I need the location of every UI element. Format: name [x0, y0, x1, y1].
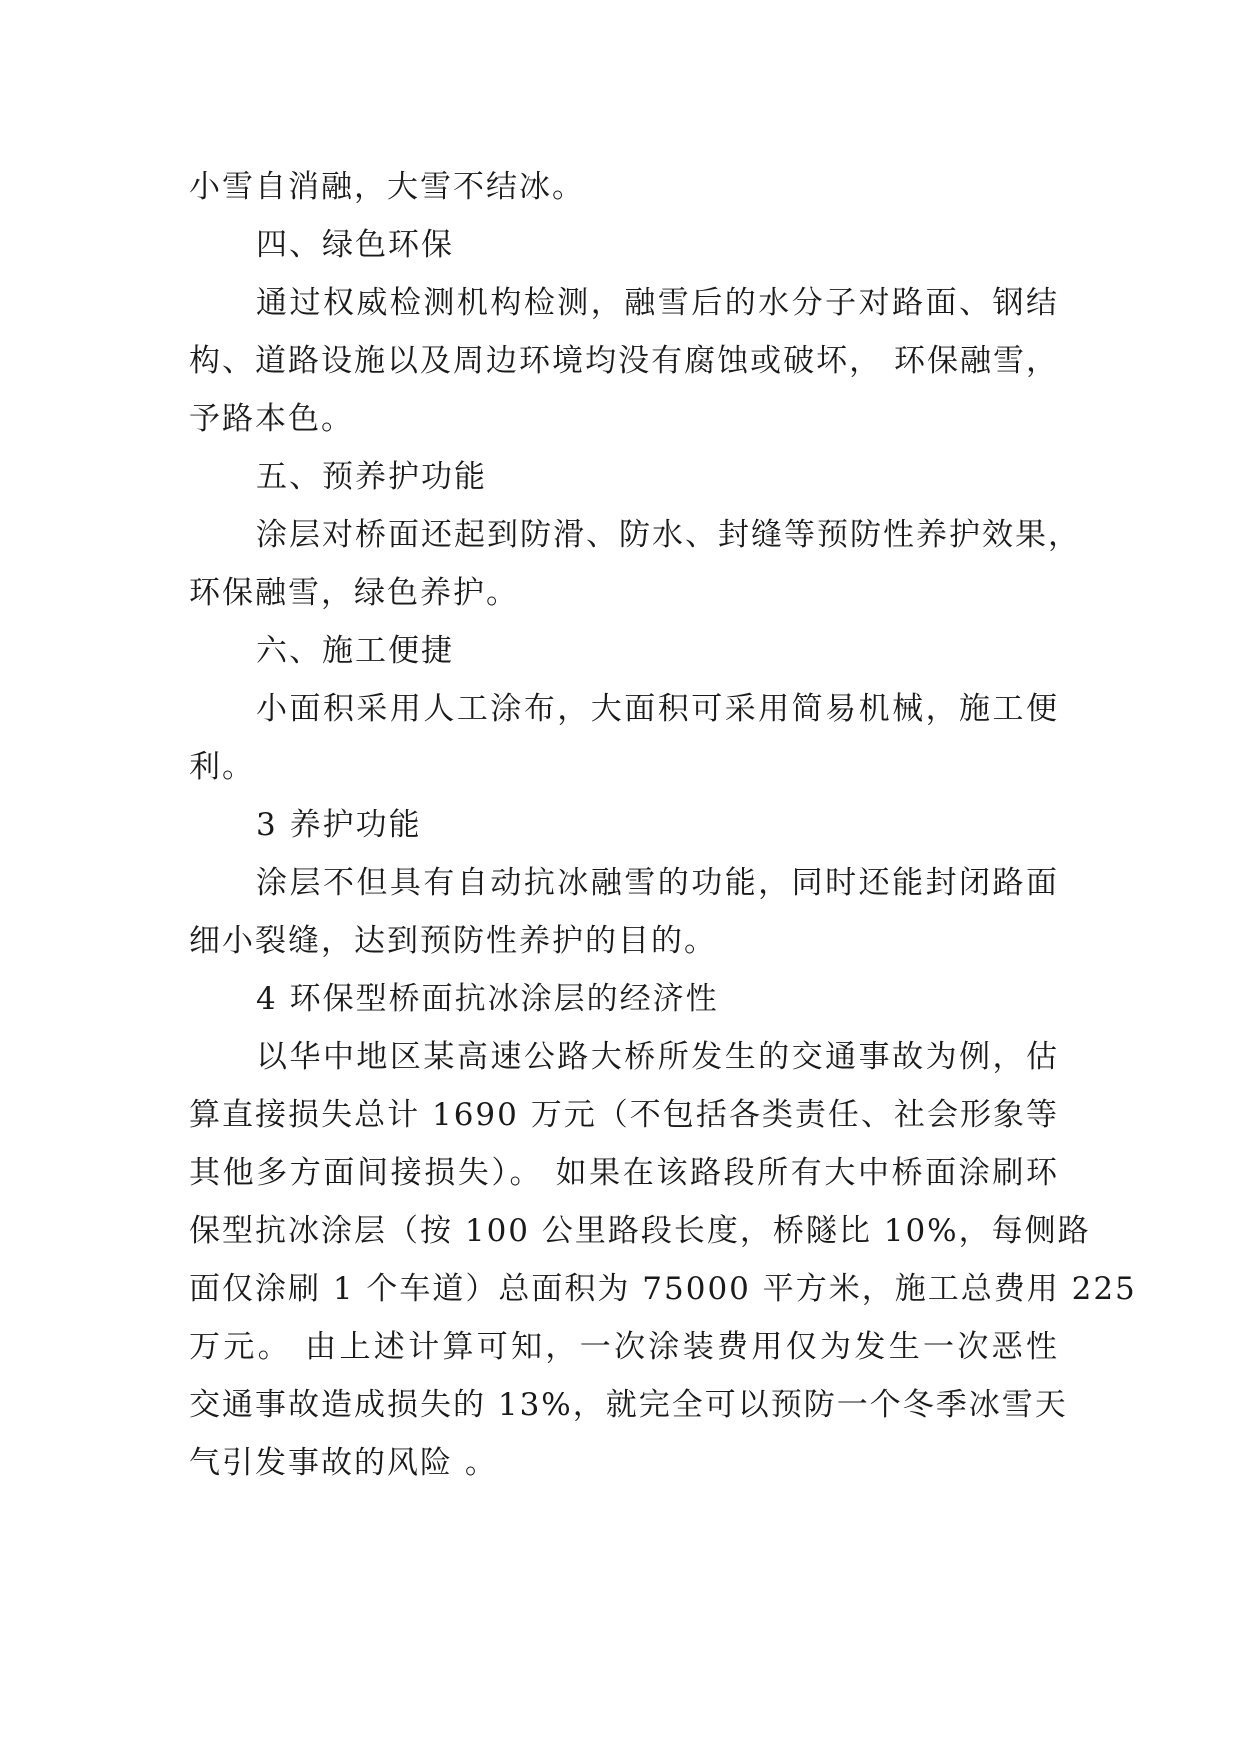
paragraph-line: 以华中地区某高速公路大桥所发生的交通事故为例，估 — [256, 1039, 1059, 1075]
paragraph-line: 涂层不但具有自动抗冰融雪的功能，同时还能封闭路面 — [256, 865, 1059, 901]
paragraph-line: 小面积采用人工涂布，大面积可采用简易机械，施工便 — [256, 691, 1059, 727]
paragraph-line: 予路本色。 — [189, 401, 354, 437]
section-heading: 4 环保型桥面抗冰涂层的经济性 — [256, 981, 719, 1017]
paragraph-line: 细小裂缝，达到预防性养护的目的。 — [189, 923, 717, 959]
section-heading: 四、绿色环保 — [256, 227, 454, 263]
paragraph-line: 交通事故造成损失的 13%，就完全可以预防一个冬季冰雪天 — [189, 1387, 1068, 1423]
paragraph-line: 面仅涂刷 1 个车道）总面积为 75000 平方米，施工总费用 225 — [189, 1271, 1137, 1307]
section-heading: 六、施工便捷 — [256, 633, 454, 669]
paragraph-line: 环保融雪，绿色养护。 — [189, 575, 519, 611]
paragraph-line: 保型抗冰涂层（按 100 公里路段长度，桥隧比 10%，每侧路 — [189, 1213, 1091, 1249]
paragraph-line: 算直接损失总计 1690 万元（不包括各类责任、社会形象等 — [189, 1097, 1059, 1133]
section-heading: 3 养护功能 — [256, 807, 422, 843]
paragraph-line: 涂层对桥面还起到防滑、防水、封缝等预防性养护效果， — [256, 517, 1081, 553]
paragraph-line: 气引发事故的风险 。 — [189, 1445, 498, 1481]
paragraph-line: 其他多方面间接损失）。 如果在该路段所有大中桥面涂刷环 — [189, 1155, 1059, 1191]
paragraph-line: 利。 — [189, 749, 255, 785]
paragraph-line: 小雪自消融，大雪不结冰。 — [189, 169, 585, 205]
paragraph-line: 万元。 由上述计算可知，一次涂装费用仅为发生一次恶性 — [189, 1329, 1059, 1365]
paragraph-line: 构、道路设施以及周边环境均没有腐蚀或破坏， 环保融雪， — [189, 343, 1059, 379]
paragraph-line: 通过权威检测机构检测，融雪后的水分子对路面、钢结 — [256, 285, 1059, 321]
section-heading: 五、预养护功能 — [256, 459, 487, 495]
